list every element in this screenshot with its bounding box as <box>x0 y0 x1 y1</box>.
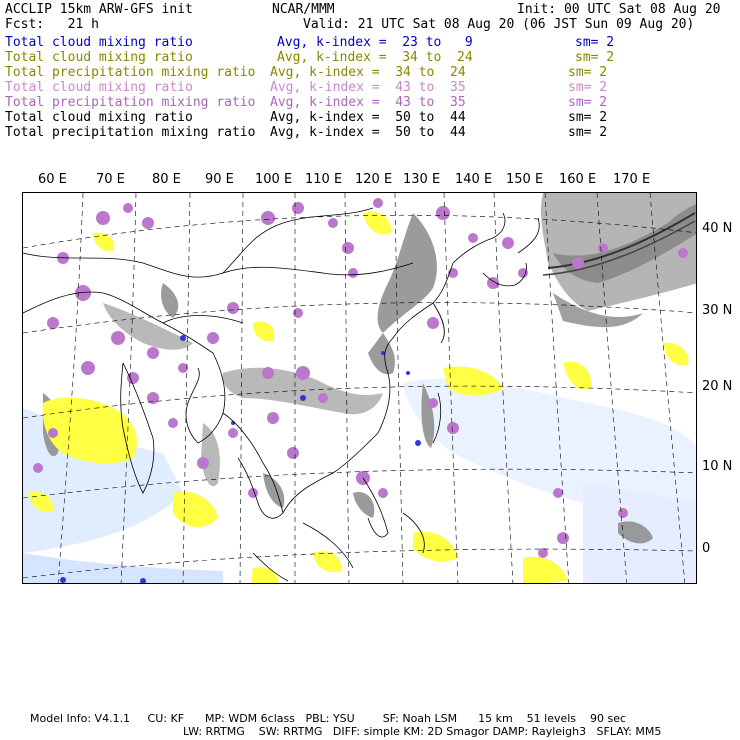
field-row <box>5 125 735 140</box>
longitude-label: 70 E <box>96 172 125 187</box>
field-label: Total cloud mixing ratio <box>5 80 193 95</box>
field-label: Total precipitation mixing ratio <box>5 95 256 110</box>
field-sm: sm= 2 <box>568 125 608 140</box>
latitude-label: 10 N <box>702 459 733 474</box>
longitude-label: 130 E <box>403 172 441 187</box>
field-label: Total precipitation mixing ratio <box>5 65 256 80</box>
field-sm: sm= 2 <box>575 50 615 65</box>
field-row <box>5 80 735 95</box>
latitude-label: 30 N <box>702 303 733 318</box>
field-avg: Avg, k-index = 23 to 9 <box>277 35 473 50</box>
longitude-label: 80 E <box>152 172 181 187</box>
field-avg: Avg, k-index = 34 to 24 <box>270 65 466 80</box>
field-row <box>5 35 735 50</box>
init-time: Init: 00 UTC Sat 08 Aug 20 <box>517 2 721 17</box>
longitude-label: 160 E <box>559 172 597 187</box>
field-label: Total cloud mixing ratio <box>5 50 193 65</box>
field-row <box>5 110 735 125</box>
latitude-label: 20 N <box>702 379 733 394</box>
longitude-label: 120 E <box>355 172 393 187</box>
model-info-line1: Model Info: V4.1.1 CU: KF MP: WDM 6class PBL: YSU SF: Noah LSM 15 km 51 levels 90 sec <box>30 712 627 725</box>
field-avg: Avg, k-index = 50 to 44 <box>270 110 466 125</box>
high-cloud-layer-ne <box>541 193 697 327</box>
field-sm: sm= 2 <box>568 110 608 125</box>
field-avg: Avg, k-index = 43 to 35 <box>270 95 466 110</box>
longitude-label: 100 E <box>255 172 293 187</box>
field-row <box>5 50 735 65</box>
longitude-label: 140 E <box>455 172 493 187</box>
product-title: ACCLIP 15km ARW-GFS init <box>5 2 193 17</box>
field-sm: sm= 2 <box>568 95 608 110</box>
longitude-label: 90 E <box>205 172 234 187</box>
longitude-label: 60 E <box>38 172 67 187</box>
longitude-label: 150 E <box>506 172 544 187</box>
valid-time: Valid: 21 UTC Sat 08 Aug 20 (06 JST Sun 09 Aug 20) <box>303 17 695 32</box>
model-info-line2: LW: RRTMG SW: RRTMG DIFF: simple KM: 2D Smagor DAMP: Rayleigh3 SFLAY: MM5 <box>183 725 662 738</box>
field-sm: sm= 2 <box>568 65 608 80</box>
field-row <box>5 95 735 110</box>
latitude-label: 0 <box>702 541 711 556</box>
field-row <box>5 65 735 80</box>
field-label: Total cloud mixing ratio <box>5 35 193 50</box>
field-avg: Avg, k-index = 43 to 35 <box>270 80 466 95</box>
cloud-map-svg <box>23 193 697 584</box>
field-sm: sm= 2 <box>575 35 615 50</box>
field-sm: sm= 2 <box>568 80 608 95</box>
field-label: Total cloud mixing ratio <box>5 110 193 125</box>
latitude-label: 40 N <box>702 221 733 236</box>
organization-label: NCAR/MMM <box>272 2 335 17</box>
cloud-map <box>22 192 697 584</box>
longitude-label: 110 E <box>305 172 343 187</box>
longitude-label: 170 E <box>613 172 651 187</box>
field-label: Total precipitation mixing ratio <box>5 125 256 140</box>
field-avg: Avg, k-index = 50 to 44 <box>270 125 466 140</box>
forecast-hour: Fcst: 21 h <box>5 17 99 32</box>
field-avg: Avg, k-index = 34 to 24 <box>277 50 473 65</box>
